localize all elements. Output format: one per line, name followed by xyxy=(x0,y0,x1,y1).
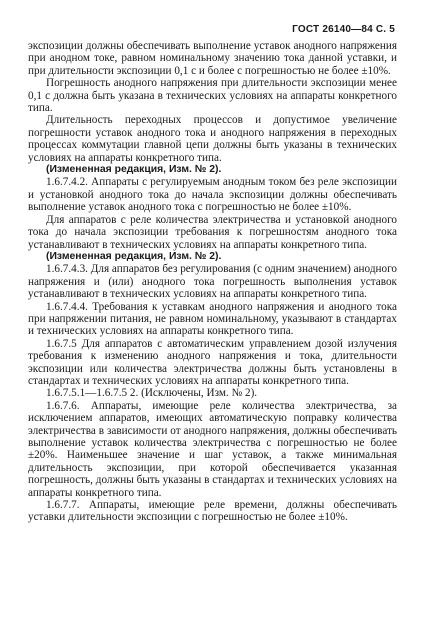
clause-1-6-7-5: 1.6.7.5 Для аппаратов с автоматическим управлением дозой излучения требования к изменению анодного напряжения и тока, длительности экспозиции или количества электричества должны быть установлены в стандартах и технических условиях на аппараты конкретного типа. xyxy=(28,337,397,387)
revision-note: (Измененная редакция, Изм. № 2). xyxy=(46,164,222,176)
body-text xyxy=(28,40,397,524)
standard-number: ГОСТ 26140—84 xyxy=(292,24,373,35)
clause-1-6-7-4-2: 1.6.7.4.2. Аппараты с регулируемым анодным током без реле экспозиции и установкой анодного тока до начала экспозиции должны обеспечивать выполнение уставок анодного тока с погрешностью не более ±10%. xyxy=(28,176,397,214)
paragraph: Для аппаратов с реле количества электричества и установкой анодного тока до начала экспозиции требования к погрешностям анодного тока устанавливают в технических условиях на аппараты конкретного типа. xyxy=(28,213,397,251)
clause-1-6-7-7: 1.6.7.7. Аппараты, имеющие реле времени, должны обеспечивать уставки длительности экспозиции с погрешностью не более ±10%. xyxy=(28,499,397,524)
paragraph: Длительность переходных процессов и допустимое увеличение погрешности уставок анодного тока и анодного напряжения в переходных процессах коммутации главной цепи должны быть указаны в технических условиях на аппараты конкретного типа. xyxy=(28,114,397,164)
revision-note: (Измененная редакция, Изм. № 2). xyxy=(46,250,222,262)
paragraph-continuation: экспозиции должны обеспечивать выполнение уставок анодного напряжения при анодном токе, равном номинальному значению тока данной уставки, и при длительности экспозиции 0,1 с и более с погрешностью не более ±10%. xyxy=(28,40,397,77)
clause-1-6-7-5-1-excluded: 1.6.7.5.1—1.6.7.5 2. (Исключены, Изм. № 2). xyxy=(46,387,258,400)
clause-1-6-7-6: 1.6.7.6. Аппараты, имеющие реле количества электричества, за исключением аппаратов, имеющих автоматическую поправку количества электричества в зависимости от анодного напряжения, должны обеспечивать выполнение уставок количества электричества с погрешностью не более ±20%. Наименьшее значение и шаг уставок, а также минимальная длительность экспозиции, при которой обеспечивается указанная погрешность, должны быть указаны в стандартах и технических условиях на аппараты конкретного типа. xyxy=(28,399,397,499)
clause-1-6-7-4-4: 1.6.7.4.4. Требования к уставкам анодного напряжения и анодного тока при напряжении питания, не равном номинальному, указывают в стандартах и технических условиях на аппараты конкретного типа. xyxy=(28,300,397,338)
page-header xyxy=(292,24,395,35)
paragraph: Погрешность анодного напряжения при длительности экспозиции менее 0,1 с должна быть указана в технических условиях на аппараты конкретного типа. xyxy=(28,77,397,115)
clause-1-6-7-4-3: 1.6.7.4.3. Для аппаратов без регулирования (с одним значением) анодного напряжения и (или) анодного тока погрешность выполнения уставок устанавливают в технических условиях на аппараты конкретного типа. xyxy=(28,263,397,301)
page-number: С. 5 xyxy=(375,24,395,35)
